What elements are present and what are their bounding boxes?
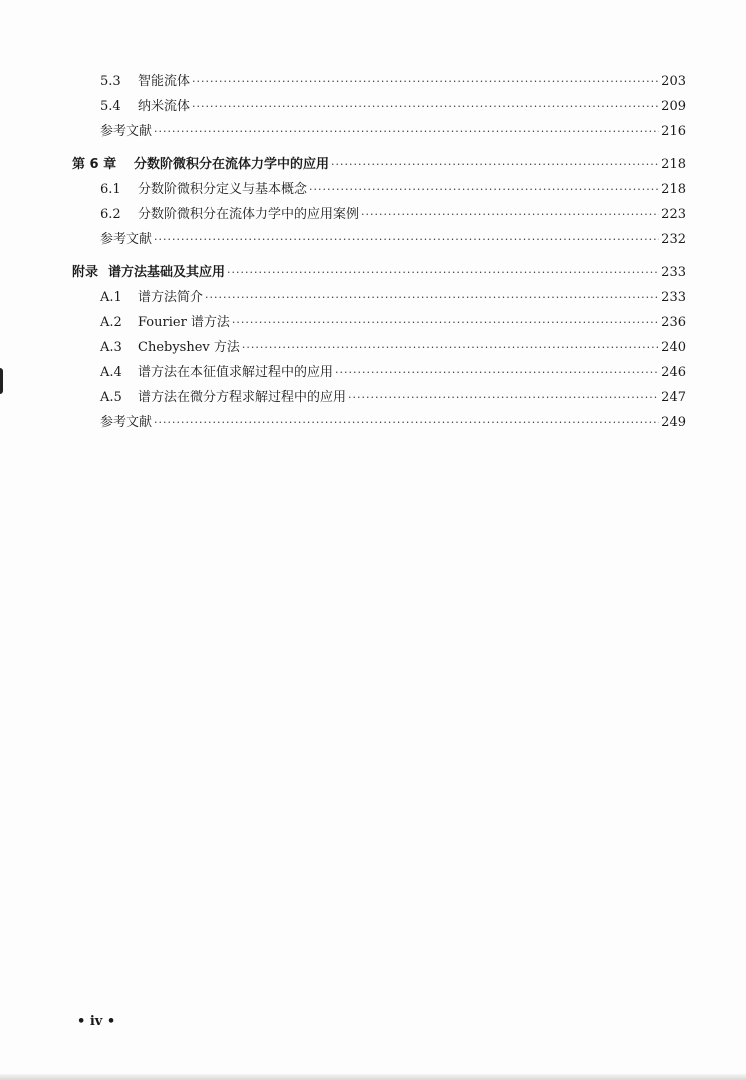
page-bottom-edge <box>0 1074 746 1080</box>
toc-entry-references-ch5[interactable] <box>72 120 686 145</box>
toc-entry-title: 参考文献 <box>100 124 153 139</box>
toc-entry-number: A.1 <box>100 290 122 305</box>
toc-entry-number: 5.4 <box>100 99 121 114</box>
toc-entry-title: 智能流体 <box>138 74 191 89</box>
toc-chapter-title: 分数阶微积分在流体力学中的应用 <box>134 157 330 172</box>
toc-entry-title: Chebyshev 方法 <box>138 340 240 355</box>
toc-entry-page: 232 <box>661 232 686 247</box>
toc-entry-number: A.2 <box>100 315 122 330</box>
toc-entry-6-1[interactable] <box>72 178 686 203</box>
toc-entry-title: 谱方法在微分方程求解过程中的应用 <box>138 390 347 405</box>
toc-chapter-number: 附录 <box>72 265 99 280</box>
toc-entry-a-5[interactable] <box>72 386 686 411</box>
toc-entry-number: 6.2 <box>100 207 121 222</box>
dot-leader <box>192 75 659 88</box>
dot-leader <box>309 183 659 196</box>
dot-leader <box>154 233 659 246</box>
dot-leader <box>361 208 659 221</box>
toc-entry-page: 203 <box>661 74 686 89</box>
toc-entry-number: A.5 <box>100 390 122 405</box>
toc-entry-page: 246 <box>661 365 686 380</box>
dot-leader <box>154 125 659 138</box>
toc-entry-a-4[interactable] <box>72 361 686 386</box>
toc-entry-page: 249 <box>661 415 686 430</box>
dot-leader <box>227 266 659 279</box>
toc-entry-number: 5.3 <box>100 74 121 89</box>
toc-entry-title: 分数阶微积分在流体力学中的应用案例 <box>138 207 360 222</box>
toc-entry-6-2[interactable] <box>72 203 686 228</box>
toc-entry-references-appendix[interactable] <box>72 411 686 436</box>
table-of-contents <box>72 70 686 436</box>
dot-leader <box>232 316 659 329</box>
toc-entry-page: 233 <box>661 290 686 305</box>
toc-entry-page: 216 <box>661 124 686 139</box>
toc-entry-title: 纳米流体 <box>138 99 191 114</box>
toc-entry-number: A.4 <box>100 365 122 380</box>
toc-entry-title: Fourier 谱方法 <box>138 315 230 330</box>
toc-entry-a-2[interactable] <box>72 311 686 336</box>
toc-entry-page: 218 <box>661 182 686 197</box>
toc-entry-page: 218 <box>661 157 686 172</box>
dot-leader <box>205 291 659 304</box>
toc-chapter-number: 第 6 章 <box>72 157 117 172</box>
toc-entry-number: A.3 <box>100 340 122 355</box>
dot-leader <box>331 158 659 171</box>
toc-entry-page: 240 <box>661 340 686 355</box>
toc-entry-a-1[interactable] <box>72 286 686 311</box>
toc-entry-title: 分数阶微积分定义与基本概念 <box>138 182 308 197</box>
toc-entry-chapter-6[interactable] <box>72 153 686 178</box>
toc-entry-5-4[interactable] <box>72 95 686 120</box>
toc-entry-page: 223 <box>661 207 686 222</box>
toc-chapter-title: 谱方法基础及其应用 <box>108 265 226 280</box>
toc-entry-references-ch6[interactable] <box>72 228 686 253</box>
toc-entry-title: 谱方法在本征值求解过程中的应用 <box>138 365 334 380</box>
dot-leader <box>192 100 659 113</box>
dot-leader <box>335 366 659 379</box>
toc-entry-page: 233 <box>661 265 686 280</box>
toc-entry-title: 参考文献 <box>100 415 153 430</box>
toc-entry-title: 参考文献 <box>100 232 153 247</box>
page-folio: • iv • <box>77 1014 116 1029</box>
toc-entry-page: 236 <box>661 315 686 330</box>
toc-entry-a-3[interactable] <box>72 336 686 361</box>
toc-entry-5-3[interactable] <box>72 70 686 95</box>
toc-entry-page: 247 <box>661 390 686 405</box>
dot-leader <box>242 341 659 354</box>
dot-leader <box>348 391 659 404</box>
toc-entry-title: 谱方法简介 <box>138 290 204 305</box>
page-edge-mark <box>0 368 3 394</box>
dot-leader <box>154 416 659 429</box>
toc-entry-appendix[interactable] <box>72 261 686 286</box>
toc-entry-number: 6.1 <box>100 182 121 197</box>
toc-entry-page: 209 <box>661 99 686 114</box>
